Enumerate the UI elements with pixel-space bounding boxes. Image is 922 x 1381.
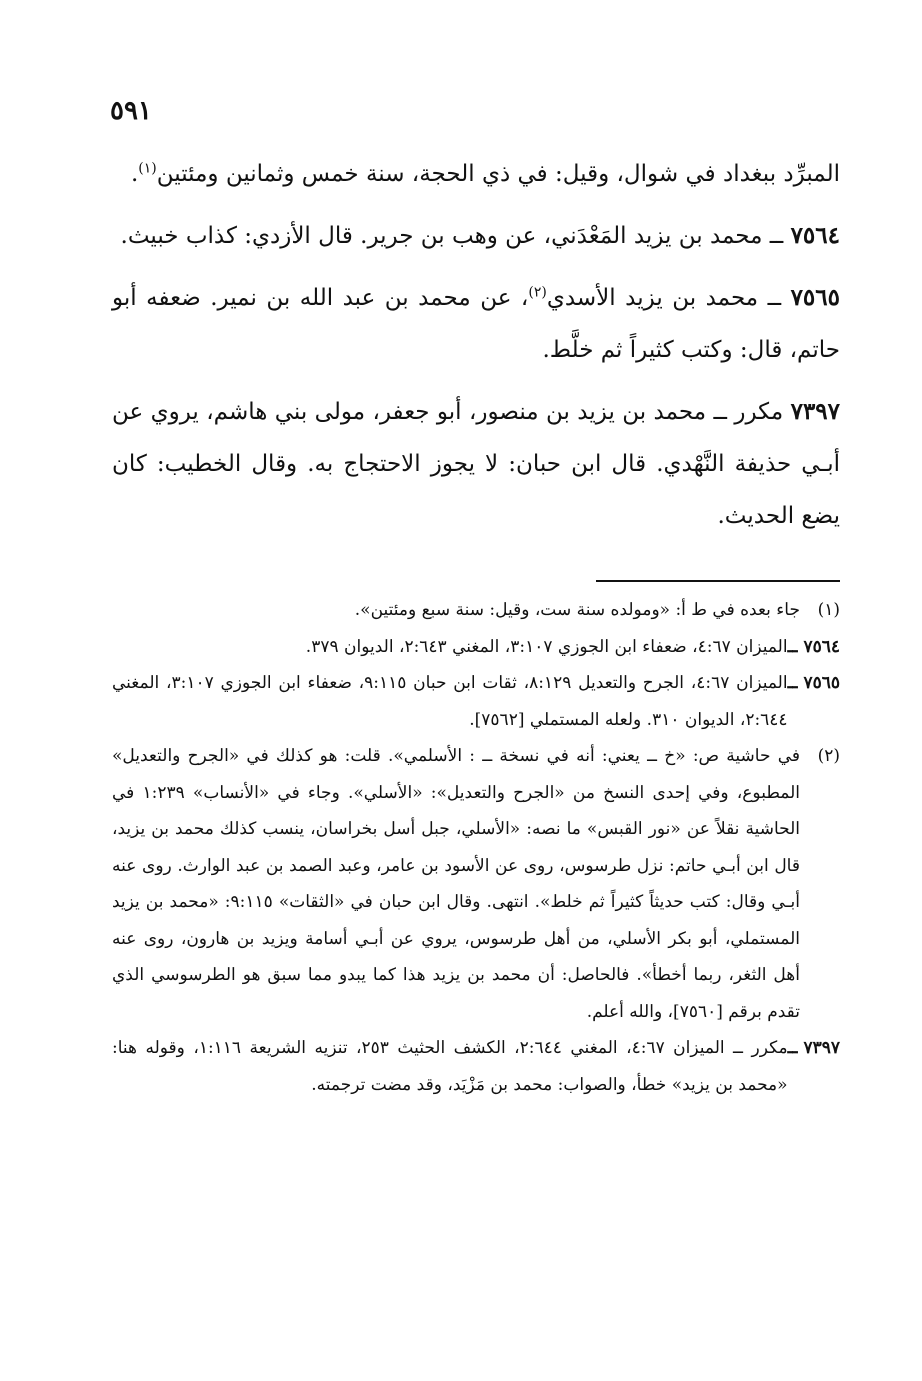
main-text [112,148,840,552]
footnote-text: مكرر ــ الميزان ٤:٦٧، المغني ٢:٦٤٤، الكشف الحثيث ٢٥٣، تنزيه الشريعة ١:١١٦، وقوله هنا: «محمد بن يزيد» خطأ، والصواب: محمد بن مَزْيَد، وقد مضت ترجمته. [112,1038,788,1095]
footnote-label: ٧٣٩٧ ــ [787,1038,840,1058]
footnote-7564 [112,629,840,666]
paragraph-text: ــ محمد بن يزيد الأسدي [546,285,782,311]
footnote-text: الميزان ٤:٦٧، ضعفاء ابن الجوزي ٣:١٠٧، المغني ٢:٦٤٣، الديوان ٣٧٩. [305,636,788,657]
footnote-2 [112,738,840,1030]
paragraph-text: ــ محمد بن يزيد المَعْدَني، عن وهب بن جرير. قال الأزدي: كذاب خبيث. [120,223,784,249]
page-number: ٥٩١ [110,96,152,126]
entry-number: ٧٣٩٧ [790,398,841,425]
paragraph-text: مكرر ــ محمد بن يزيد بن منصور، أبو جعفر، مولى بني هاشم، يروي عن أبـي حذيفة النَّهْدي. قال ابن حبان: لا يجوز الاحتجاج به. وقال الخطيب: كان يضع الحديث. [112,399,840,529]
footnote-7565 [112,665,840,738]
entry-7397 [112,386,840,542]
entry-7565 [112,272,840,376]
footnote-label: (٢) [817,746,840,766]
entry-number: ٧٥٦٤ [790,222,840,249]
paragraph-tail: . [130,161,139,187]
footnotes [112,592,840,1103]
footnote-ref[interactable]: (١) [138,160,157,177]
footnote-divider [596,580,840,582]
entry-number: ٧٥٦٥ [790,284,840,311]
footnote-7397 [112,1030,840,1103]
footnote-label: ٧٥٦٤ ــ [787,636,840,657]
footnote-label: (١) [817,600,840,620]
footnote-ref[interactable]: (٢) [528,284,547,301]
paragraph-text: المبرِّد ببغداد في شوال، وقيل: في ذي الحجة، سنة خمس وثمانين ومئتين [156,161,840,187]
entry-7564 [112,210,840,262]
paragraph-continuation [112,148,840,200]
paragraph-tail: ، عن محمد بن عبد الله بن نمير. ضعفه أبو حاتم، قال: وكتب كثيراً ثم خلَّط. [112,285,840,363]
footnote-text: في حاشية ص: «خ ــ يعني: أنه في نسخة ــ : الأسلمي». قلت: هو كذلك في «الجرح والتعديل» المطبوع، وفي إحدى النسخ من «الجرح والتعديل»: «الأسلي». وجاء في «الأنساب» ١:٢٣٩ في الحاشية نقلاً عن «نور القبس» ما نصه: «الأسلي، جبل أسل بخراسان، ينسب كذلك محمد بن يزيد، قال ابن أبـي حاتم: نزل طرسوس، روى عن الأسود بن عامر، وعبد الصمد بن عبد الوارث. روى عنه أبـي وقال: كتب حديثاً كثيراً ثم خلط». انتهى. وقال ابن حبان في «الثقات» ٩:١١٥: «محمد بن يزيد المستملي، أبو بكر الأسلي، من أهل طرسوس، يروي عن أبـي أسامة ويزيد بن هارون، روى عنه أهل الثغر، ربما أخطأ». فالحاصل: أن محمد بن يزيد هذا كما يبدو مما سبق هو الطرسوسي الذي تقدم برقم [٧٥٦٠]، والله أعلم. [112,746,801,1022]
footnote-1 [112,592,840,629]
footnote-label: ٧٥٦٥ ــ [787,673,840,693]
footnote-text: جاء بعده في ط أ: «ومولده سنة ست، وقيل: سنة سبع ومئتين». [354,600,800,620]
footnote-text: الميزان ٤:٦٧، الجرح والتعديل ٨:١٢٩، ثقات ابن حبان ٩:١١٥، ضعفاء ابن الجوزي ٣:١٠٧، المغني ٢:٦٤٤، الديوان ٣١٠. ولعله المستملي [٧٥٦٢]. [112,673,788,730]
